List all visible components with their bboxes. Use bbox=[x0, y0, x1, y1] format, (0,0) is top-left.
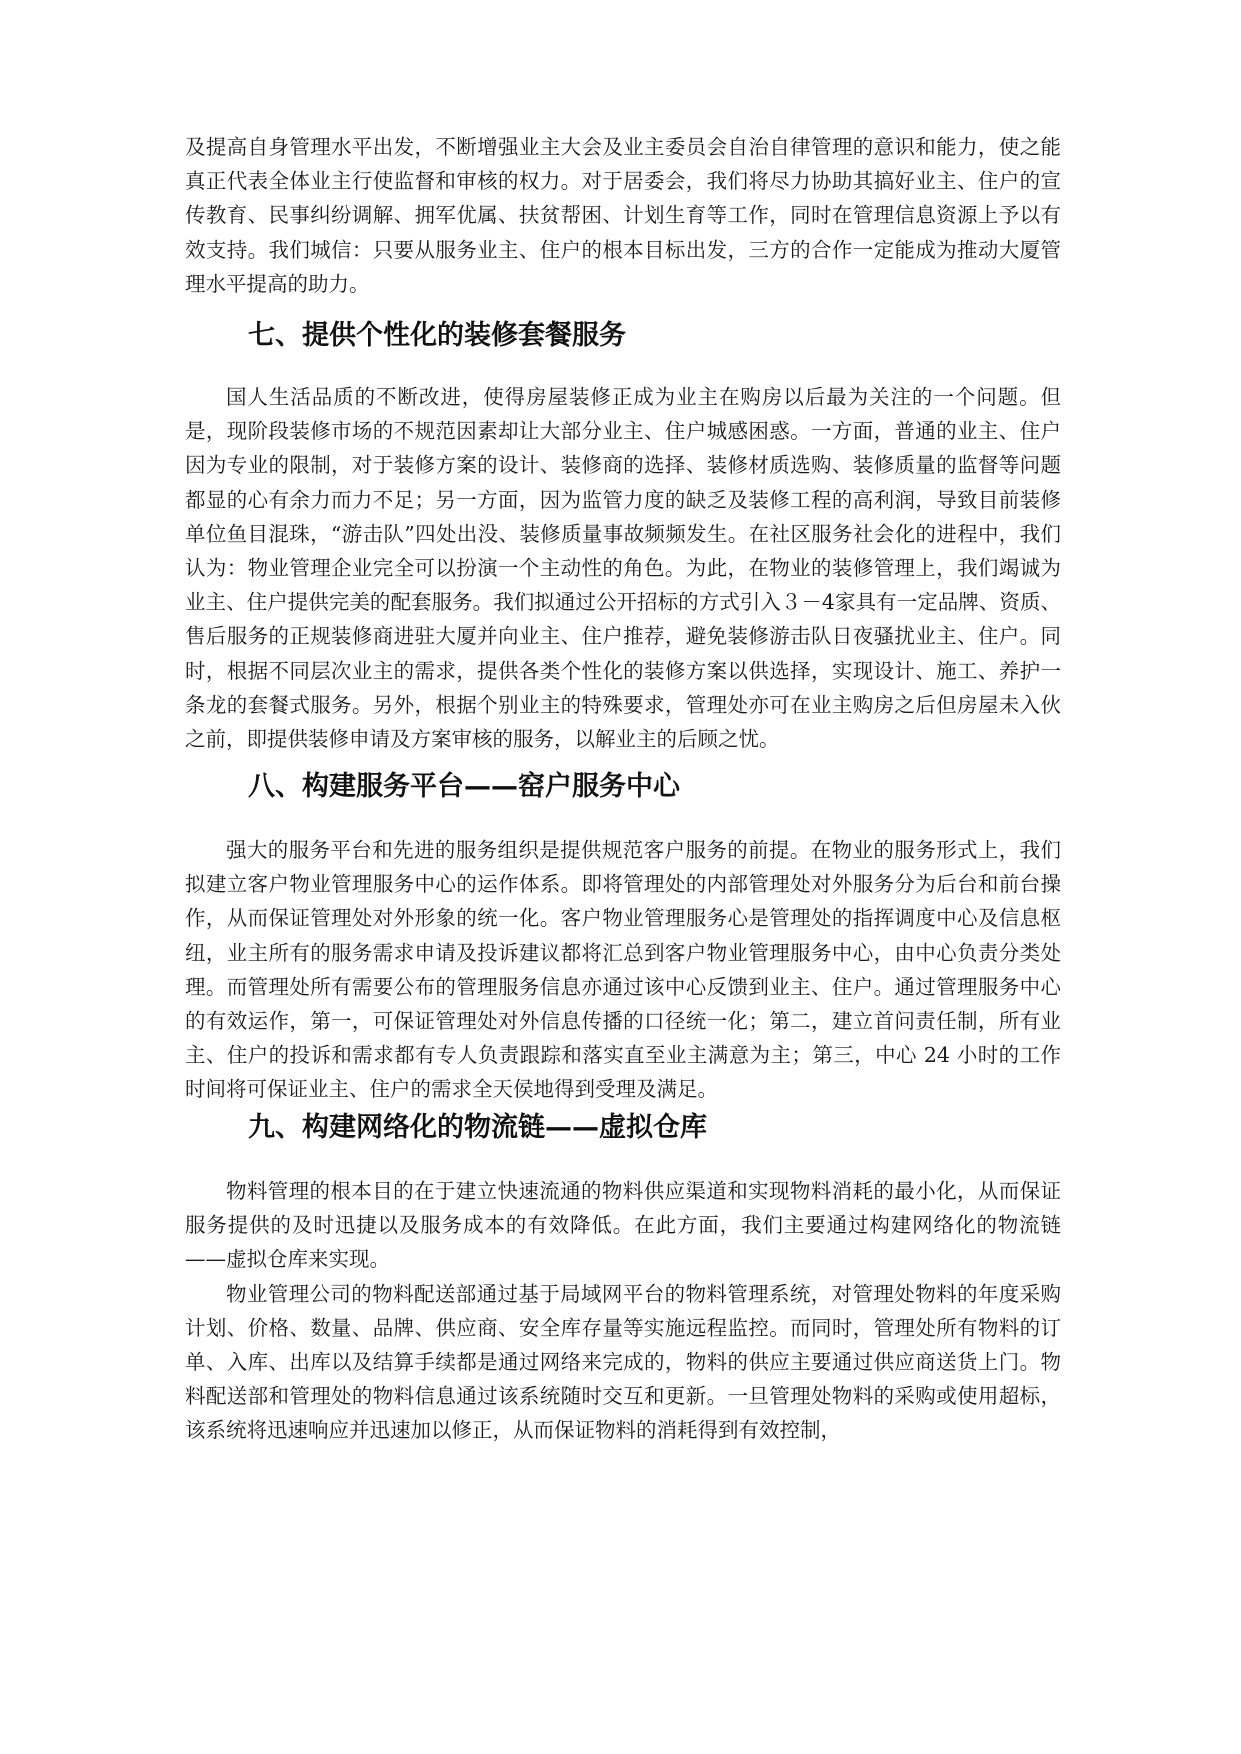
section-8-paragraph: 强大的服务平台和先进的服务组织是提供规范客户服务的前提。在物业的服务形式上，我们拟建立客户物业管理服务中心的运作体系。即将管理处的内部管理处对外服务分为后台和前台操作，从而保证管理处对外形象的统一化。客户物业管理服务心是管理处的指挥调度中心及信息枢纽，业主所有的服务需求申请及投诉建议都将汇总到客户物业管理服务中心，由中心负责分类处理。而管理处所有需要公布的管理服务信息亦通过该中心反馈到业主、住户。通过管理服务中心的有效运作，第一，可保证管理处对外信息传播的口径统一化；第二，建立首问责任制，所有业主、住户的投诉和需求都有专人负责跟踪和落实直至业主满意为主；第三，中心 24 小时的工作时间将可保证业主、住户的需求全天侯地得到受理及满足。 bbox=[185, 838, 1061, 1102]
intro-paragraph: 及提高自身管理水平出发，不断增强业主大会及业主委员会自治自律管理的意识和能力，使之能真正代表全体业主行使监督和审核的权力。对于居委会，我们将尽力协助其搞好业主、住户的宣传教育、民事纠纷调解、拥军优属、扶贫帮困、计划生育等工作，同时在管理信息资源上予以有效支持。我们城信：只要从服务业主、住户的根本目标出发，三方的合作一定能成为推动大厦管理水平提高的助力。 bbox=[185, 135, 1061, 296]
section-heading-8: 八、构建服务平台——窑户服务中心 bbox=[248, 771, 680, 802]
section-8-body bbox=[185, 833, 1061, 1107]
section-heading-7: 七、提供个性化的装修套餐服务 bbox=[248, 320, 626, 351]
section-9-body bbox=[185, 1174, 1061, 1448]
section-7-paragraph: 国人生活品质的不断改进，使得房屋装修正成为业主在购房以后最为关注的一个问题。但是，现阶段装修市场的不规范因素却让大部分业主、住户城感困惑。一方面，普通的业主、住户因为专业的限制，对于装修方案的设计、装修商的选择、装修材质选购、装修质量的监督等问题都显的心有余力而力不足；另一方面，因为监管力度的缺乏及装修工程的高利润，导致目前装修单位鱼目混珠，“游击队”四处出没、装修质量事故频频发生。在社区服务社会化的进程中，我们认为：物业管理企业完全可以扮演一个主动性的角色。为此，在物业的装修管理上，我们竭诚为业主、住户提供完美的配套服务。我们拟通过公开招标的方式引入３－4家具有一定品牌、资质、售后服务的正规装修商进驻大厦并向业主、住户推荐，避免装修游击队日夜骚扰业主、住户。同时，根据不同层次业主的需求，提供各类个性化的装修方案以供选择，实现设计、施工、养护一条龙的套餐式服务。另外，根据个别业主的特殊要求，管理处亦可在业主购房之后但房屋未入伙之前，即提供装修申请及方案审核的服务，以解业主的后顾之忧。 bbox=[185, 385, 1061, 752]
intro-block bbox=[185, 130, 1061, 301]
section-heading-9: 九、构建网络化的物流链——虚拟仓库 bbox=[248, 1112, 707, 1143]
section-7-body bbox=[185, 380, 1061, 756]
section-9-paragraph-2: 物业管理公司的物料配送部通过基于局域网平台的物料管理系统，对管理处物料的年度采购计划、价格、数量、品牌、供应商、安全库存量等实施远程监控。而同时，管理处所有物料的订单、入库、出库以及结算手续都是通过网络来完成的，物料的供应主要通过供应商送货上门。物料配送部和管理处的物料信息通过该系统随时交互和更新。一旦管理处物料的采购或使用超标，该系统将迅速响应并迅速加以修正，从而保证物料的消耗得到有效控制， bbox=[185, 1281, 1061, 1443]
section-9-paragraph-1: 物料管理的根本目的在于建立快速流通的物料供应渠道和实现物料消耗的最小化，从而保证服务提供的及时迅捷以及服务成本的有效降低。在此方面，我们主要通过构建网络化的物流链——虚拟仓库来实现。 bbox=[185, 1179, 1061, 1272]
